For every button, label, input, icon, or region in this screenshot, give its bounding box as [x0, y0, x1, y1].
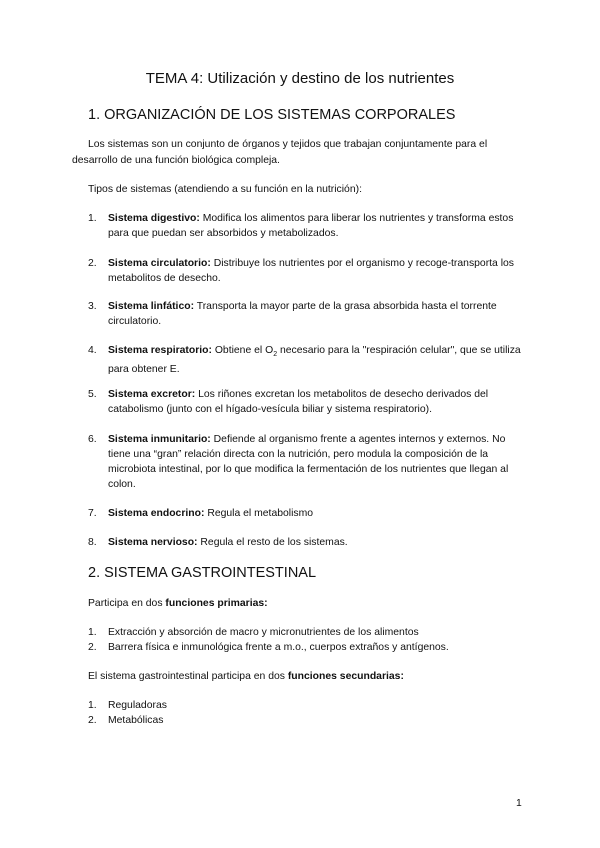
- item-text: Regula el resto de los sistemas.: [200, 537, 348, 548]
- item-number: 5.: [88, 389, 97, 400]
- item-number: 4.: [88, 345, 97, 356]
- item-number: 2.: [88, 258, 97, 269]
- list-item: [88, 256, 528, 286]
- secondary-functions-intro: [88, 669, 548, 685]
- page-number: 1: [516, 798, 522, 809]
- list-item: [88, 343, 528, 377]
- list-item: [88, 698, 518, 713]
- item-subscript: 2: [273, 351, 278, 359]
- item-number: 3.: [88, 301, 97, 312]
- document-title: TEMA 4: Utilización y destino de los nutrientes: [145, 70, 455, 87]
- list-item: [88, 506, 528, 521]
- item-text: Barrera física e inmunológica frente a m.o., cuerpos extraños y antígenos.: [108, 642, 449, 653]
- list-item: [88, 535, 528, 550]
- list-item: [88, 387, 528, 417]
- item-text: Regula el metabolismo: [207, 508, 314, 519]
- item-number: 7.: [88, 508, 97, 519]
- list-item: [88, 640, 518, 655]
- item-number: 8.: [88, 537, 97, 548]
- item-name: Sistema endocrino:: [108, 508, 205, 519]
- list-item: [88, 713, 518, 728]
- list-item: [88, 299, 528, 329]
- list-item: [88, 211, 528, 241]
- item-text: Metabólicas: [108, 715, 164, 726]
- item-text: Transporta la mayor parte de la grasa absorbida hasta el torrente circulatorio.: [108, 301, 497, 327]
- item-number: 2.: [88, 642, 97, 653]
- item-number: 2.: [88, 715, 97, 726]
- item-text: Defiende al organismo frente a agentes internos y externos. No tiene una “gran” relación directa con la nutrición, pero modula la composición de la microbiota intestinal, por lo que modifica la fermentación de los nutrientes que llegan al colon.: [108, 434, 509, 490]
- item-name: Sistema respiratorio:: [108, 345, 212, 356]
- section-1-heading: 1. ORGANIZACIÓN DE LOS SISTEMAS CORPORALES: [88, 107, 456, 123]
- item-name: Sistema circulatorio:: [108, 258, 211, 269]
- item-text: Reguladoras: [108, 700, 167, 711]
- item-name: Sistema nervioso:: [108, 537, 198, 548]
- item-number: 1.: [88, 700, 97, 711]
- item-number: 1.: [88, 627, 97, 638]
- list-item: [88, 432, 528, 492]
- list-item: [88, 625, 518, 640]
- item-text-a: Obtiene el O: [214, 345, 274, 356]
- system-types-intro: Tipos de sistemas (atendiendo a su función en la nutrición):: [88, 184, 362, 195]
- item-name: Sistema inmunitario:: [108, 434, 211, 445]
- item-text-b: necesario para la "respiración celular", que se utiliza para obtener E.: [108, 345, 521, 376]
- primary-intro-bold: funciones primarias:: [165, 598, 268, 609]
- item-name: Sistema excretor:: [108, 389, 196, 400]
- item-name: Sistema linfático:: [108, 301, 195, 312]
- item-text: Extracción y absorción de macro y micronutrientes de los alimentos: [108, 627, 419, 638]
- item-text: Distribuye los nutrientes por el organismo y recoge-transporta los metabolitos de desecho.: [108, 258, 515, 284]
- item-text: Los riñones excretan los metabolitos de desecho derivados del catabolismo (junto con el hígado-vesícula biliar y sistema respiratorio).: [108, 389, 489, 415]
- section-2-heading: 2. SISTEMA GASTROINTESTINAL: [88, 565, 317, 581]
- item-number: 6.: [88, 434, 97, 445]
- primary-functions-intro: [88, 596, 548, 612]
- section-1-intro: Los sistemas son un conjunto de órganos y tejidos que trabajan conjuntamente para el desarrollo de una función biológica compleja.: [72, 139, 488, 166]
- item-name: Sistema digestivo:: [108, 213, 200, 224]
- secondary-intro-bold: funciones secundarias:: [287, 671, 404, 682]
- secondary-intro-text: El sistema gastrointestinal participa en dos: [88, 671, 285, 682]
- primary-intro-text: Participa en dos: [88, 598, 163, 609]
- item-text: Modifica los alimentos para liberar los nutrientes y transforma estos para que puedan ser absorbidos y metabolizados.: [108, 213, 514, 239]
- item-number: 1.: [88, 213, 97, 224]
